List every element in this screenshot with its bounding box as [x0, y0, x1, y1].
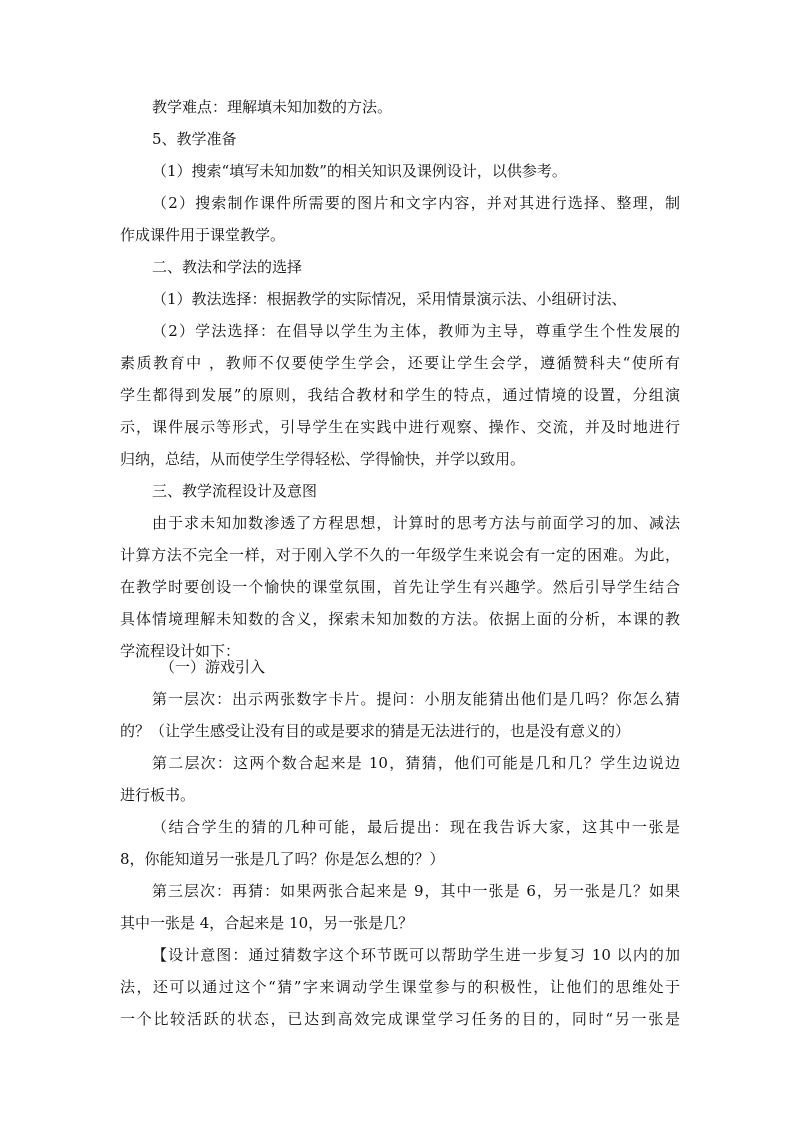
text-line-21: 的？（让学生感受让没有目的或是要求的猜是无法进行的，也是没有意义的）: [120, 722, 631, 740]
text-line-7: （1）教法选择：根据教学的实际情况，采用情景演示法、小组研讨法、: [152, 290, 627, 308]
text-line-30: 一个比较活跃的状态，已达到高效完成课堂学习任务的目的，同时“另一张是: [120, 1010, 680, 1028]
text-line-20: 第一层次：出示两张数字卡片。提问：小朋友能猜出他们是几吗？你怎么猜: [152, 690, 680, 708]
text-line-6: 二、教法和学法的选择: [152, 258, 303, 276]
text-line-14: 由于求未知加数渗透了方程思想，计算时的思考方法与前面学习的加、减法: [152, 514, 680, 532]
text-line-18: 学流程设计如下：: [120, 642, 241, 660]
text-line-5: 作成课件用于课堂教学。: [120, 226, 286, 244]
text-line-17: 具体情境理解未知数的含义，探索未知加数的方法。依据上面的分析，本课的教: [120, 610, 680, 628]
text-line-13: 三、教学流程设计及意图: [152, 482, 318, 500]
text-line-25: 8，你能知道另一张是几了吗？你是怎么想的？）: [120, 850, 445, 868]
text-line-23: 进行板书。: [120, 786, 196, 804]
text-line-28: 【设计意图：通过猜数字这个环节既可以帮助学生进一步复习 10 以内的加: [152, 946, 680, 964]
text-line-10: 学生都得到发展”的原则，我结合教材和学生的特点，通过情境的设置，分组演: [120, 386, 680, 404]
text-line-11: 示，课件展示等形式，引导学生在实践中进行观察、操作、交流，并及时地进行: [120, 418, 680, 436]
text-line-19: （一）游戏引入: [160, 658, 266, 676]
text-line-3: （1）搜索“填写未知加数”的相关知识及课例设计，以供参考。: [152, 162, 567, 180]
text-line-1: 教学难点：理解填未知加数的方法。: [152, 98, 393, 116]
text-line-15: 计算方法不完全一样，对于刚入学不久的一年级学生来说会有一定的困难。为此，: [120, 546, 680, 564]
text-line-2: 5、教学准备: [152, 130, 237, 148]
text-line-24: （结合学生的猜的几种可能，最后提出：现在我告诉大家，这其中一张是: [152, 818, 680, 836]
text-line-22: 第二层次：这两个数合起来是 10，猜猜，他们可能是几和几？学生边说边: [152, 754, 680, 772]
text-line-8: （2）学法选择：在倡导以学生为主体，教师为主导，尊重学生个性发展的: [152, 322, 680, 340]
text-line-9: 素质教育中 ，教师不仅要使学生学会，还要让学生会学，遵循赞科夫“使所有: [120, 354, 680, 372]
text-line-4: （2）搜索制作课件所需要的图片和文字内容，并对其进行选择、整理，制: [152, 194, 680, 212]
text-line-16: 在教学时要创设一个愉快的课堂氛围，首先让学生有兴趣学。然后引导学生结合: [120, 578, 680, 596]
text-line-26: 第三层次：再猜：如果两张合起来是 9，其中一张是 6，另一张是几？如果: [152, 882, 680, 900]
text-line-27: 其中一张是 4，合起来是 10，另一张是几？: [120, 914, 414, 932]
text-line-12: 归纳，总结，从而使学生学得轻松、学得愉快，并学以致用。: [120, 450, 526, 468]
text-line-29: 法，还可以通过这个“猜”字来调动学生课堂参与的积极性，让他们的思维处于: [120, 978, 680, 996]
